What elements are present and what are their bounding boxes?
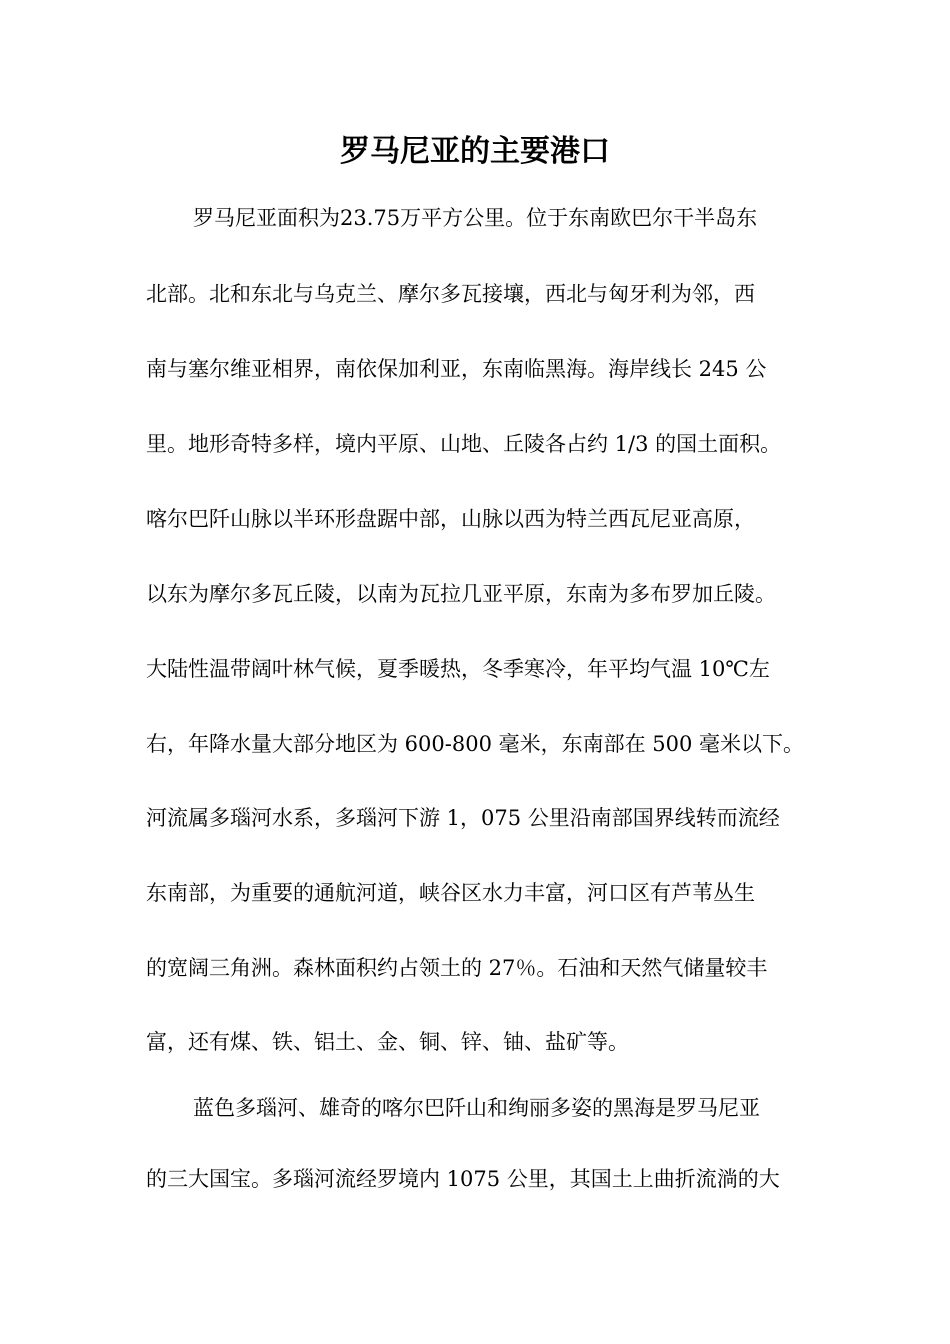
paragraph-1-line-10: 东南部，为重要的通航河道，峡谷区水力丰富，河口区有芦苇丛生 xyxy=(146,881,755,905)
paragraph-2-line-1: 蓝色多瑙河、雄奇的喀尔巴阡山和绚丽多姿的黑海是罗马尼亚 xyxy=(193,1096,760,1120)
paragraph-1-line-3: 南与塞尔维亚相界，南依保加利亚，东南临黑海。海岸线长 245 公 xyxy=(146,357,767,381)
paragraph-1-line-7: 大陆性温带阔叶林气候，夏季暖热，冬季寒冷，年平均气温 10℃左 xyxy=(146,657,770,681)
paragraph-1-line-1: 罗马尼亚面积为23.75万平方公里。位于东南欧巴尔干半岛东 xyxy=(193,206,758,230)
paragraph-1-line-4: 里。地形奇特多样，境内平原、山地、丘陵各占约 1/3 的国土面积。 xyxy=(146,432,782,456)
paragraph-1-line-2: 北部。北和东北与乌克兰、摩尔多瓦接壤，西北与匈牙利为邻，西 xyxy=(146,282,755,306)
paragraph-1-line-9: 河流属多瑙河水系，多瑙河下游 1，075 公里沿南部国界线转而流经 xyxy=(146,806,780,830)
paragraph-2-line-2: 的三大国宝。多瑙河流经罗境内 1075 公里，其国土上曲折流淌的大 xyxy=(146,1167,780,1191)
paragraph-1-line-6: 以东为摩尔多瓦丘陵，以南为瓦拉几亚平原，东南为多布罗加丘陵。 xyxy=(146,582,776,606)
paragraph-1-line-5: 喀尔巴阡山脉以半环形盘踞中部，山脉以西为特兰西瓦尼亚高原， xyxy=(146,507,755,531)
paragraph-1-line-11: 的宽阔三角洲。森林面积约占领土的 27％。石油和天然气储量较丰 xyxy=(146,956,768,980)
page-title: 罗马尼亚的主要港口 xyxy=(340,134,610,169)
paragraph-1-line-12: 富，还有煤、铁、铝土、金、铜、锌、铀、盐矿等。 xyxy=(146,1030,629,1054)
paragraph-1-line-8: 右，年降水量大部分地区为 600-800 毫米，东南部在 500 毫米以下。 xyxy=(146,732,805,756)
